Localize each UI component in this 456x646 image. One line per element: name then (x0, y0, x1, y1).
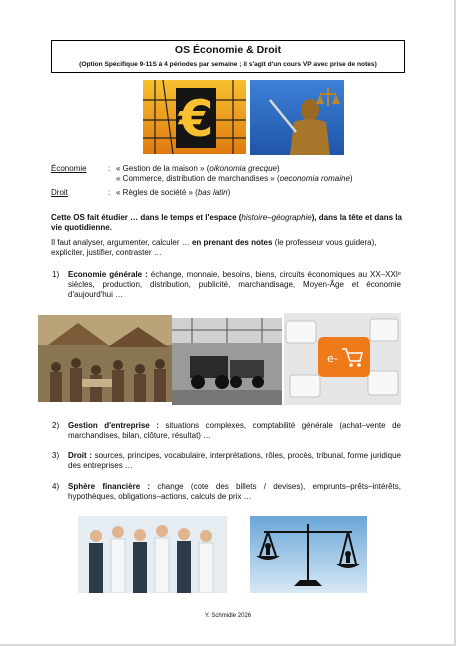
medieval-market-image (38, 315, 172, 402)
topic-item: 2) Gestion d'entreprise : situations complexes, comptabilité générale (achat–vente de marchandises, bilan, clôture, résultat) … (52, 421, 401, 440)
definition-term: Droit (51, 188, 68, 197)
footer-author: Y. Schmidle 2026 (204, 613, 252, 619)
topic-item: 3) Droit : sources, principes, vocabulaire, interprétations, rôles, procès, tribunal, forme juridique des entreprises … (52, 451, 401, 470)
title-box (51, 40, 405, 73)
definition-economie: Économie : « Gestion de la maison » (oikonomia grecque) « Commerce, distribution de marchandises » (oeconomia romaine) (51, 164, 353, 183)
euro-sign-image (143, 80, 246, 154)
document-subtitle: (Option Spécifique 9-11S à 4 périodes par semaine ; il s'agit d'un cours VP avec prise de notes) (79, 61, 377, 68)
assembly-line-image (172, 318, 282, 405)
intro-paragraph: Cette OS fait étudier … dans le temps et l'espace (histoire–géographie), dans la tête et dans la vie quotidienne. (51, 213, 402, 232)
definition-text: « Gestion de la maison » (oikonomia grecque) « Commerce, distribution de marchandises » (oeconomia romaine) (116, 164, 353, 183)
topic-heading: Droit : (68, 451, 92, 460)
justice-statue-image (250, 80, 344, 155)
svg-text:e-: e- (327, 352, 338, 365)
business-team-image (78, 516, 227, 593)
topic-heading: Economie générale : (68, 270, 148, 279)
scales-silhouette-image (250, 516, 367, 593)
svg-text:€: € (178, 90, 214, 148)
ecommerce-key-image (284, 313, 401, 405)
method-paragraph: Il faut analyser, argumenter, calculer … en prenant des notes (le professeur vous guidera), expliciter, justifier, contraster … (51, 238, 377, 257)
topic-item: 1) Economie générale : échange, monnaie, besoins, biens, circuits économiques au XX–XXIᵉ siècles, production, distribution, publicité, marchandisage, Moyen-Âge et économie d'aujourd'hui … (52, 270, 401, 299)
definition-droit: Droit : « Règles de société » (bas latin) (51, 188, 231, 197)
topic-heading: Sphère financière : (68, 482, 151, 491)
topic-heading: Gestion d'entreprise : (68, 421, 159, 430)
definition-text: « Règles de société » (bas latin) (116, 188, 231, 197)
document-title: OS Économie & Droit (174, 44, 282, 56)
definition-term: Économie (51, 164, 87, 173)
topic-item: 4) Sphère financière : change (cote des billets / devises), emprunts–prêts–intérêts, hypothèques, obligations–actions, calculs de prix … (52, 482, 401, 501)
